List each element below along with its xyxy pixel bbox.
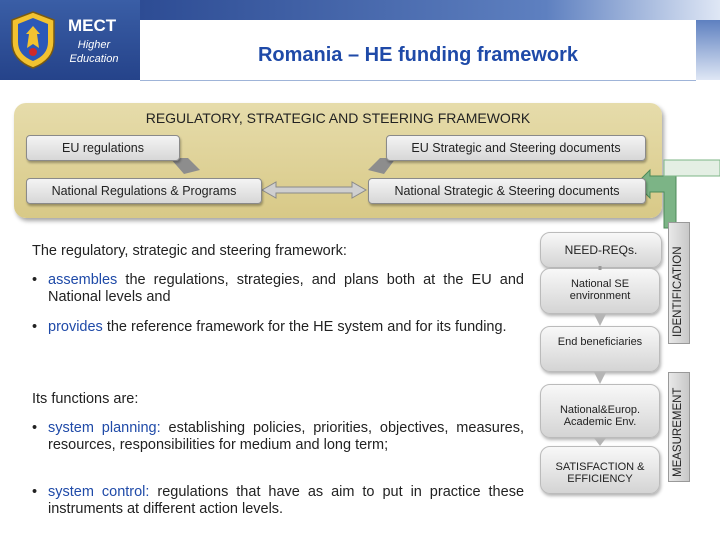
need-reqs-box: NEED-REQs. bbox=[540, 232, 662, 268]
page-title: Romania – HE funding framework bbox=[257, 44, 579, 66]
national-strategic-box: National Strategic & Steering documents bbox=[368, 178, 646, 204]
intro-text: The regulatory, strategic and steering framework: bbox=[32, 243, 347, 259]
eu-regulations-box: EU regulations bbox=[26, 135, 180, 161]
connector-down-3 bbox=[594, 438, 606, 446]
bullet-planning-highlight: system planning: bbox=[48, 420, 161, 436]
national-se-box: National SE environment bbox=[540, 268, 660, 314]
measurement-label: MEASUREMENT bbox=[672, 387, 684, 477]
bullet-system-planning: • system planning: establishing policies, priorities, objectives, measures, resources, responsibilities for medium and long term; bbox=[32, 420, 524, 453]
satisfaction-box: SATISFACTION & EFFICIENCY bbox=[540, 446, 660, 494]
measurement-tab bbox=[668, 372, 690, 482]
functions-heading: Its functions are: bbox=[32, 391, 139, 407]
bullet-provides: • provides the reference framework for the HE system and for its funding. bbox=[32, 319, 507, 335]
bullet-assembles-highlight: assembles bbox=[48, 272, 118, 288]
brand-title: MECT bbox=[68, 16, 117, 35]
bullet-control-highlight: system control: bbox=[48, 484, 150, 500]
bullet-provides-text: the reference framework for the HE system and for its funding. bbox=[102, 319, 507, 335]
framework-title: REGULATORY, STRATEGIC AND STEERING FRAMEWORK bbox=[145, 110, 531, 126]
connector-down-1 bbox=[594, 314, 606, 326]
end-beneficiaries-box: End beneficiaries bbox=[540, 326, 660, 372]
bullet-assembles: • assembles the regulations, strategies, and plans both at the EU and National levels and bbox=[32, 272, 524, 305]
identification-label: IDENTIFICATION bbox=[672, 246, 684, 337]
bullet-provides-highlight: provides bbox=[48, 319, 103, 335]
bullet-control-text: regulations that have as aim to put in practice these instruments at different action levels. bbox=[48, 484, 525, 517]
eu-strategic-box: EU Strategic and Steering documents bbox=[386, 135, 646, 161]
brand-subtitle: Higher Education bbox=[69, 39, 119, 65]
bullet-system-control: • system control: regulations that have as aim to put in practice these instruments at different action levels. bbox=[32, 484, 525, 517]
identification-tab bbox=[668, 222, 690, 344]
bullet-assembles-text: the regulations, strategies, and plans both at the EU and National levels and bbox=[48, 272, 524, 305]
connector-down-2 bbox=[594, 372, 606, 384]
national-europ-box: National&Europ. Academic Env. bbox=[540, 384, 660, 438]
national-regulations-box: National Regulations & Programs bbox=[26, 178, 262, 204]
bullet-planning-text: establishing policies, priorities, objectives, measures, resources, responsibilities for medium and long term; bbox=[48, 420, 524, 453]
